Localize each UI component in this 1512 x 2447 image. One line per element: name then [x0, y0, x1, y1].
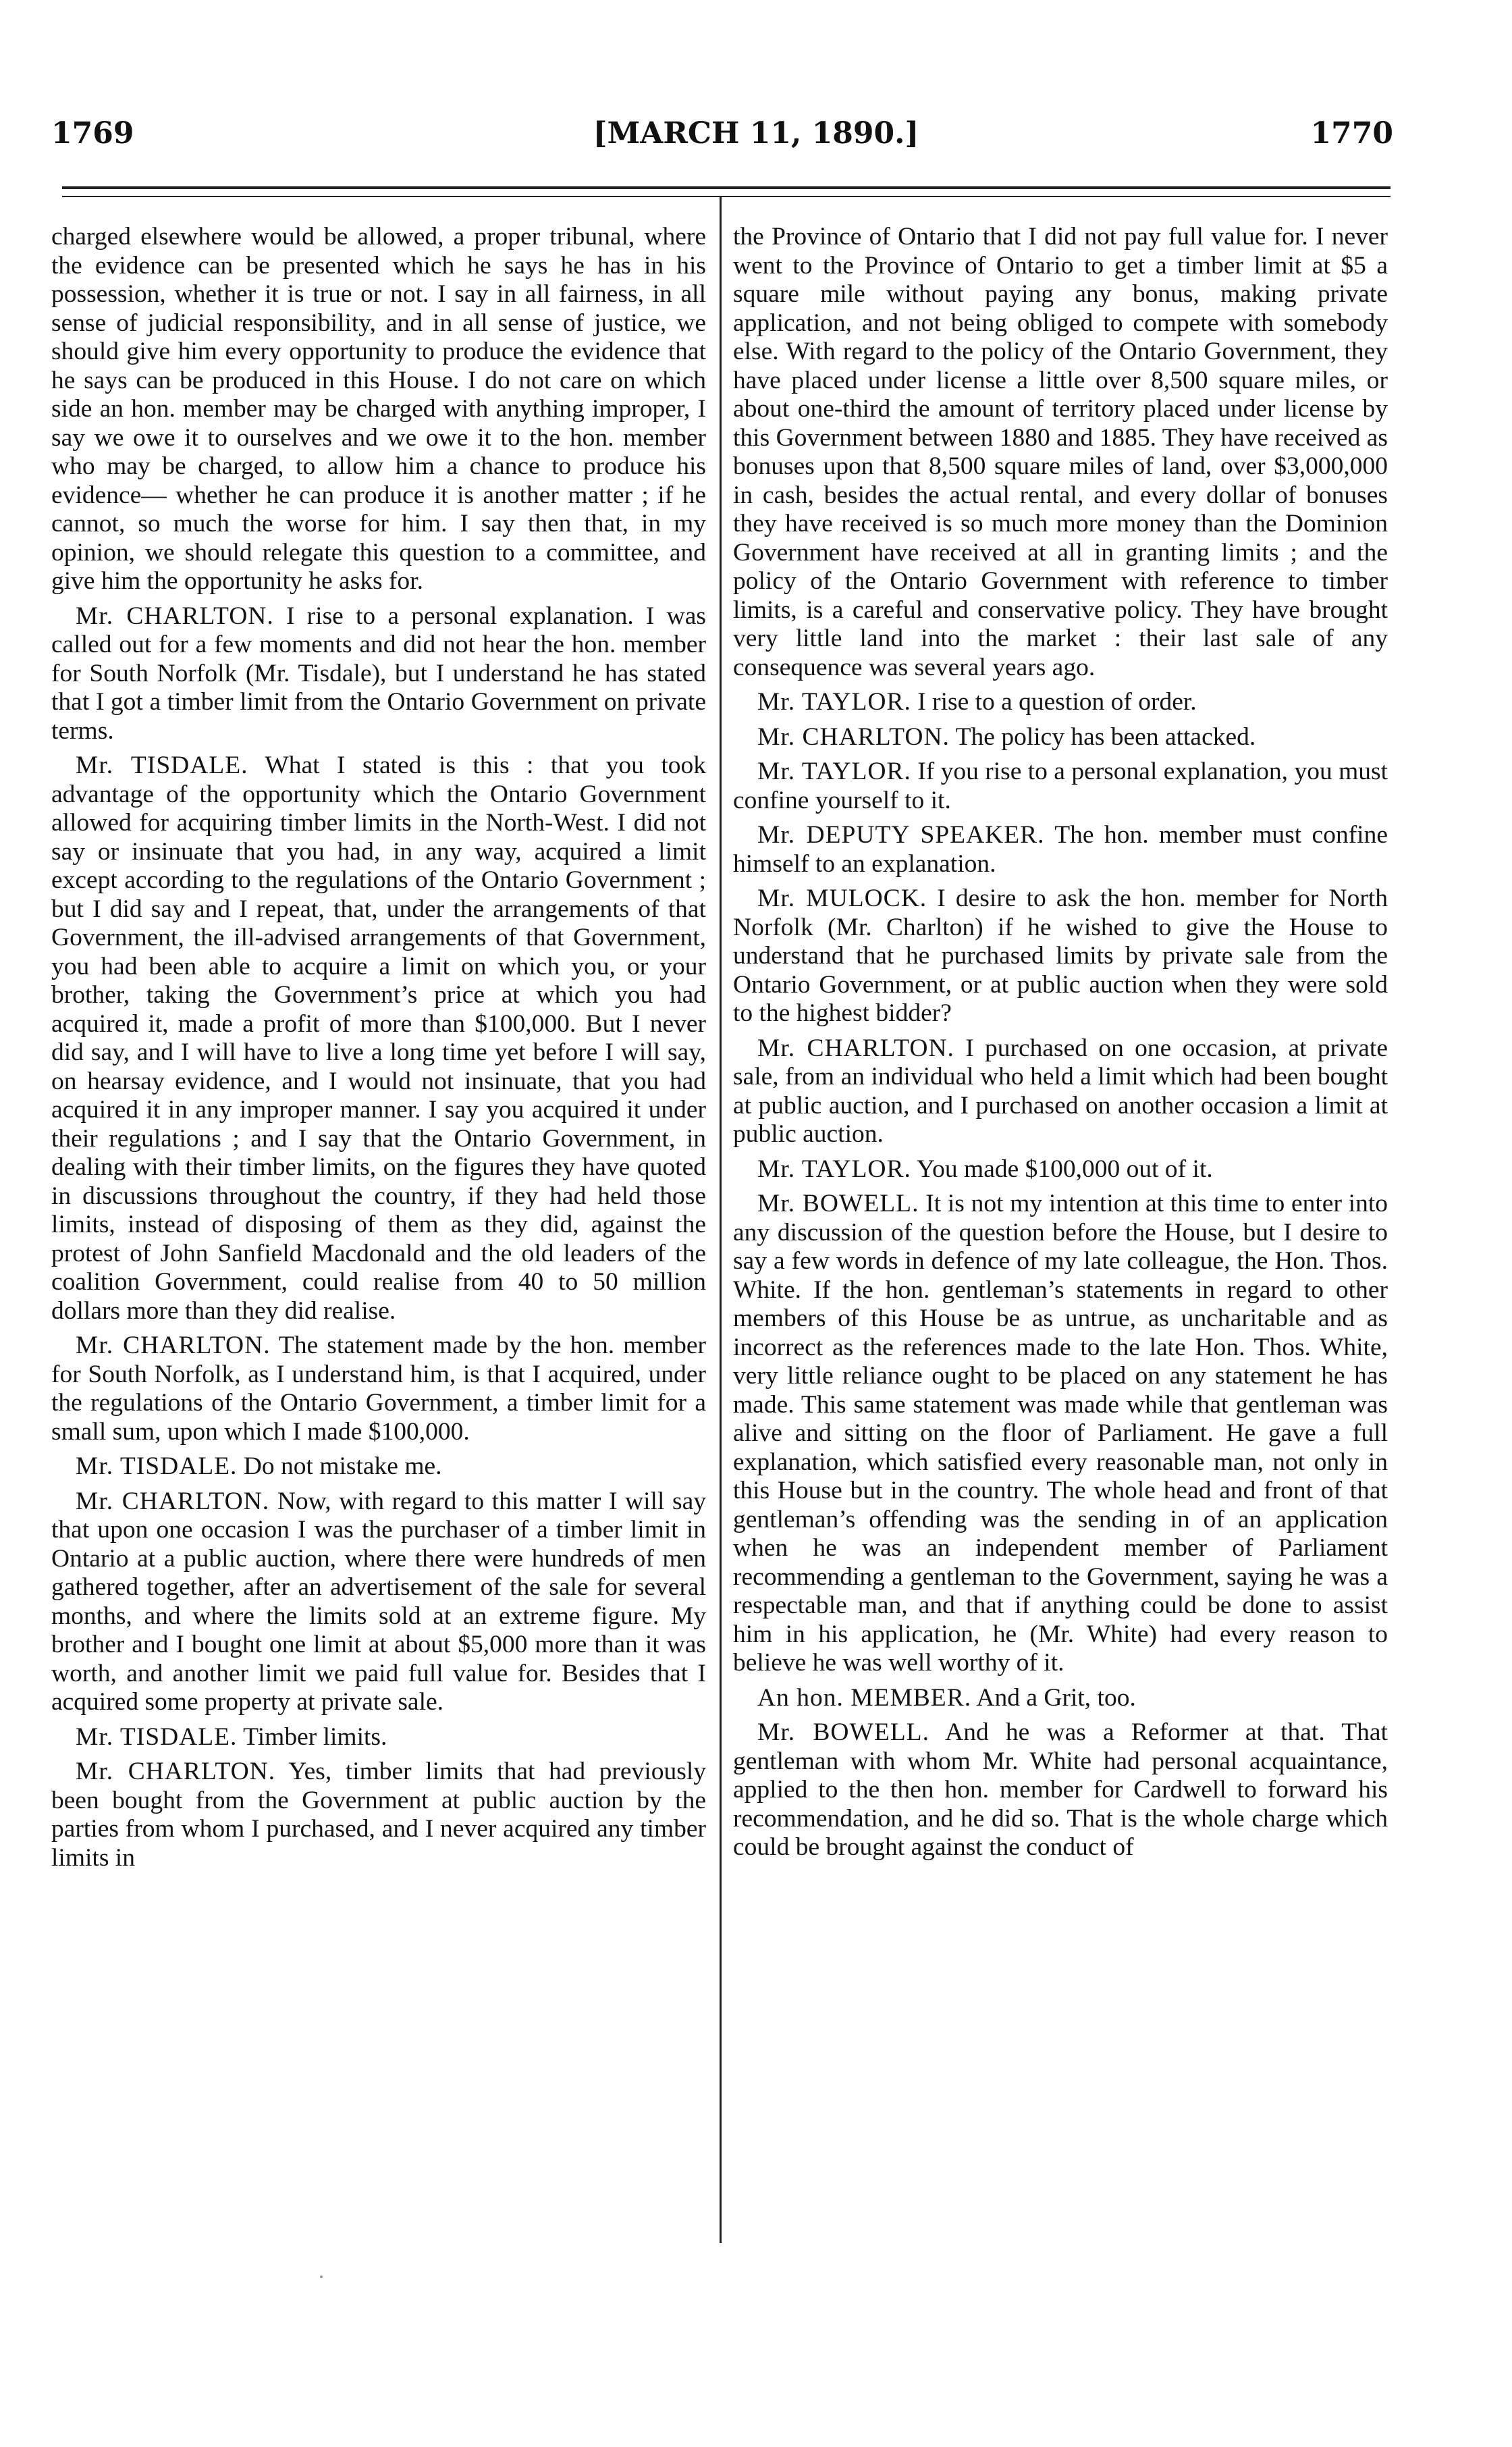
speech-paragraph — [733, 885, 1388, 1028]
speech-paragraph — [51, 1723, 706, 1752]
speaker-name: Mr. MULOCK. — [757, 885, 927, 912]
speech-text: If you rise to a personal explanation, you must confine yourself to it. — [733, 758, 1388, 814]
speech-paragraph — [733, 1718, 1388, 1862]
page-number-right: 1770 — [1310, 116, 1393, 151]
speaker-name: Mr. CHARLTON. — [76, 602, 274, 630]
speaker-name: Mr. CHARLTON. — [76, 1487, 270, 1515]
speaker-name: Mr. BOWELL. — [757, 1718, 929, 1746]
speech-text: I purchased on one occasion, at private sale, from an individual who held a limit which had been bought at public auction, and I purchased on another occasion a limit at public auction. — [733, 1034, 1388, 1148]
paragraph-text: the Province of Ontario that I did not pay full value for. I never went to the Province of Ontario to get a timber limit at $5 a square mile without paying any bonus, making private application, and not being obliged to compete with somebody else. With regard to the policy of the Ontario Government, they have placed under license a little over 8,500 square miles, or about one-third the amount of territory placed under license by this Government between 1880 and 1885. They have received as bonuses upon that 8,500 square miles of land, over $3,000,000 in cash, besides the actual rental, and every dollar of bonuses they have received is so much more money than the Dominion Government have received at all in granting limits ; and the policy of the Ontario Government with reference to timber limits, is a careful and conservative policy. They have brought very little land into the market : their last sale of any consequence was several years ago. — [733, 223, 1388, 681]
speech-text: The policy has been attacked. — [955, 722, 1256, 751]
header-rule-thin — [62, 196, 1390, 197]
speaker-name: Mr. TISDALE. — [76, 1722, 238, 1751]
speech-text: I rise to a question of order. — [917, 688, 1197, 716]
speech-paragraph — [51, 602, 706, 746]
speech-text: And he was a Reformer at that. That gentleman with whom Mr. White had personal acquaintance, applied to the then hon. member for Cardwell to forward his recommendation, and he did so. That is the whole charge which could be brought against the conduct of — [733, 1718, 1388, 1861]
speaker-name: Mr. BOWELL. — [757, 1190, 919, 1217]
speech-text: And a Grit, too. — [976, 1683, 1136, 1712]
speech-paragraph — [51, 1488, 706, 1717]
speech-paragraph — [733, 758, 1388, 815]
left-column — [51, 223, 706, 2248]
speaker-name: Mr. TAYLOR. — [757, 1155, 911, 1183]
continued-paragraph — [733, 223, 1388, 682]
speech-text: I rise to a personal explanation. I was called out for a few moments and did not hear the hon. member for South Norfolk (Mr. Tisdale), but I understand he has stated that I got a timber limit from the Ontario Government on private terms. — [51, 602, 706, 745]
speech-text: The hon. member must confine himself to an explanation. — [733, 821, 1388, 878]
speech-text: Timber limits. — [243, 1722, 387, 1751]
speaker-name: Mr. CHARLTON. — [76, 1758, 276, 1785]
speaker-name: Mr. CHARLTON. — [76, 1332, 271, 1359]
speech-text: It is not my intention at this time to enter into any discussion of the question before the House, but I desire to say a few words in defence of my late colleague, the Hon. Thos. White. If the hon. gentleman’s statements in regard to other members of this House be as untrue, as uncharitable and as incorrect as the references made to the late Hon. Thos. White, very little reliance ought to be placed on any statement he has made. This same statement was made while that gentleman was alive and sitting on the floor of Parliament. He gave a full explanation, which satisfied every reasonable man, not only in this House but in the country. The whole head and front of that gentleman’s offending was the sending in of an application when he was an independent member of Parliament recommending a gentleman to the Government, saying he was a respectable man, and that if anything could be done to assist him in his application, he (Mr. White) had every reason to believe he was well worthy of it. — [733, 1190, 1388, 1677]
paragraph-text: charged elsewhere would be allowed, a proper tribunal, where the evidence can be presented which he says he has in his possession, whether it is true or not. I say in all fairness, in all sense of judicial responsibility, and in all sense of justice, we should give him every opportunity to produce the evidence that he says can be produced in this House. I do not care on which side an hon. member may be charged with anything improper, I say we owe it to ourselves and we owe it to the hon. member who may be charged, to allow him a chance to produce his evidence— whether he can produce it is another matter ; if he cannot, so much the worse for him. I say then that, in my opinion, we should relegate this question to a committee, and give him the opportunity he asks for. — [51, 223, 706, 595]
speech-paragraph — [51, 752, 706, 1325]
speaker-name: An hon. MEMBER. — [757, 1683, 972, 1712]
speaker-name: Mr. TISDALE. — [76, 752, 248, 779]
page-number-left: 1769 — [51, 116, 134, 151]
speech-paragraph — [733, 1684, 1388, 1713]
speech-paragraph — [51, 1758, 706, 1872]
right-column — [733, 223, 1388, 2248]
speech-paragraph — [733, 1155, 1388, 1184]
column-divider — [720, 197, 722, 2243]
speech-paragraph — [733, 1190, 1388, 1678]
speaker-name: Mr. CHARLTON. — [757, 722, 950, 751]
speech-paragraph — [733, 723, 1388, 752]
header-rule-thick — [62, 186, 1390, 189]
speech-text: You made $100,000 out of it. — [916, 1155, 1213, 1183]
speaker-name: Mr. TISDALE. — [76, 1452, 238, 1480]
speech-text: What I stated is this : that you took advantage of the opportunity which the Ontario Government allowed for acquiring timber limits in the North-West. I did not say or insinuate that you had, in any way, acquired a limit except according to the regulations of the Ontario Government ; but I did say and I repeat, that, under the arrangements of that Government, the ill-advised arrangements of that Government, you had been able to acquire a limit on which you, or your brother, taking the Government’s price at which you had acquired it, made a profit of more than $100,000. But I never did say, and I will have to live a long time yet before I will say, on hearsay evidence, and I would not insinuate, that you had acquired it in any improper manner. I say you acquired it under their regulations ; and I say that the Ontario Government, in dealing with their timber limits, on the figures they have quoted in discussions throughout the country, if they had held those limits, instead of disposing of them as they did, against the protest of John Sanfield Macdonald and the old leaders of the coalition Government, could realise from 40 to 50 million dollars more than they did realise. — [51, 752, 706, 1325]
speech-text: The statement made by the hon. member for South Norfolk, as I understand him, is that I acquired, under the regulations of the Ontario Government, a timber limit for a small sum, upon which I made $100,000. — [51, 1332, 706, 1446]
speech-paragraph — [51, 1452, 706, 1481]
speaker-name: Mr. TAYLOR. — [757, 758, 911, 785]
speech-text: Do not mistake me. — [243, 1452, 442, 1480]
page-speck — [320, 2275, 323, 2278]
continued-paragraph — [51, 223, 706, 596]
speech-paragraph — [733, 688, 1388, 717]
speaker-name: Mr. CHARLTON. — [757, 1034, 954, 1062]
speech-text: Now, with regard to this matter I will say that upon one occasion I was the purchaser of a timber limit in Ontario at a public auction, where there were hundreds of men gathered together, after an advertisement of the sale for several months, and where the limits sold at an extreme figure. My brother and I bought one limit at about $5,000 more than it was worth, and another limit we paid full value for. Besides that I acquired some property at private sale. — [51, 1487, 706, 1716]
speech-paragraph — [733, 821, 1388, 878]
speaker-name: Mr. DEPUTY SPEAKER. — [757, 821, 1045, 849]
speech-text: Yes, timber limits that had previously been bought from the Government at public auction by the parties from whom I purchased, and I never acquired any timber limits in — [51, 1758, 706, 1872]
speech-paragraph — [733, 1034, 1388, 1149]
speech-paragraph — [51, 1332, 706, 1446]
page-date-header: [MARCH 11, 1890.] — [593, 116, 919, 151]
speech-text: I desire to ask the hon. member for North Norfolk (Mr. Charlton) if he wished to give the House to understand that he purchased limits by private sale from the Ontario Government, or at public auction when they were sold to the highest bidder? — [733, 885, 1388, 1027]
speaker-name: Mr. TAYLOR. — [757, 688, 911, 716]
